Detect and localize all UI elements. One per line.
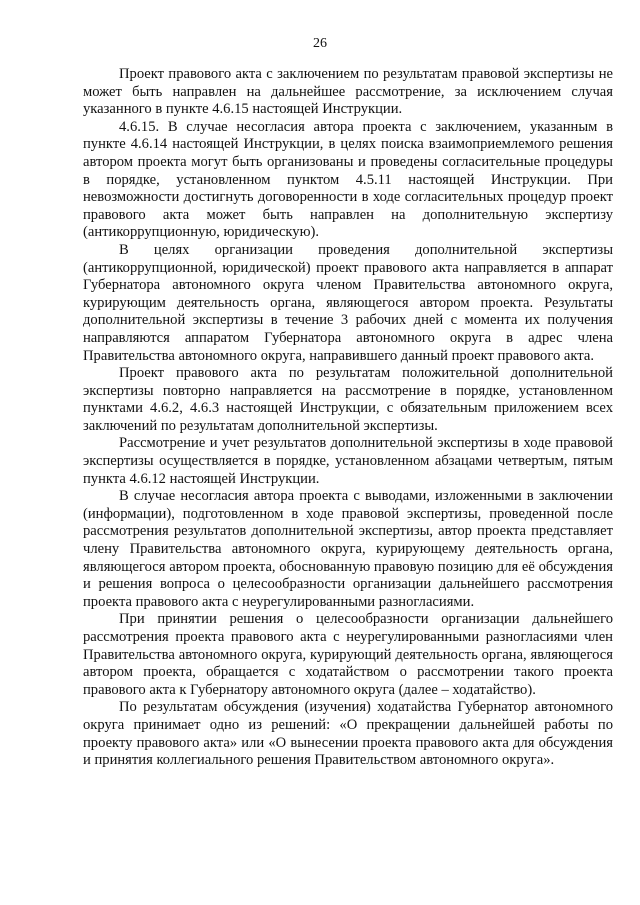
- paragraph-4: Проект правового акта по результатам положительной дополнительной экспертизы повторно направляется на рассмотрение в порядке, установленном пунктами 4.6.2, 4.6.3 настоящей Инструкции, с обязательным приложением всех заключений по результатам дополнительной экспертизы.: [83, 365, 613, 434]
- document-body: [83, 66, 613, 770]
- paragraph-3: В целях организации проведения дополнительной экспертизы (антикоррупционной, юридической) проект правового акта направляется в аппарат Губернатора автономного округа членом Правительства автономного округа, курирующим деятельность органа, являющегося автором проекта. Результаты дополнительной экспертизы в течение 3 рабочих дней с момента их получения направляются аппаратом Губернатора автономного округа в адрес члена Правительства автономного округа, направившего данный проект правового акта.: [83, 241, 613, 364]
- paragraph-2: 4.6.15. В случае несогласия автора проекта с заключением, указанным в пункте 4.6.14 настоящей Инструкции, в целях поиска взаимоприемлемого решения автором проекта могут быть организованы и проведены согласительные процедуры в порядке, установленном пунктом 4.5.11 настоящей Инструкции. При невозможности достигнуть договоренности в ходе согласительных процедур проект правового акта может быть направлен на дополнительную экспертизу (антикоррупционную, юридическую).: [83, 118, 613, 241]
- page-number: 26: [313, 36, 327, 51]
- paragraph-5: Рассмотрение и учет результатов дополнительной экспертизы в ходе правовой экспертизы осуществляется в порядке, установленном абзацами четвертым, пятым пункта 4.6.12 настоящей Инструкции.: [83, 435, 613, 487]
- paragraph-7: При принятии решения о целесообразности организации дальнейшего рассмотрения проекта правового акта с неурегулированными разногласиями член Правительства автономного округа, курирующий деятельность органа, являющегося автором проекта, обращается с ходатайством о рассмотрении такого проекта правового акта к Губернатору автономного округа (далее – ходатайство).: [83, 611, 613, 698]
- paragraph-8: По результатам обсуждения (изучения) ходатайства Губернатор автономного округа принимает одно из решений: «О прекращении дальнейшей работы по проекту правового акта» или «О вынесении проекта правового акта для обсуждения и принятия коллегиального решения Правительством автономного округа».: [83, 699, 613, 769]
- paragraph-1: Проект правового акта с заключением по результатам правовой экспертизы не может быть направлен на дальнейшее рассмотрение, за исключением случая указанного в пункте 4.6.15 настоящей Инструкции.: [83, 66, 613, 118]
- paragraph-6: В случае несогласия автора проекта с выводами, изложенными в заключении (информации), подготовленном в ходе правовой экспертизы, проведенной после рассмотрения результатов дополнительной экспертизы, автор проекта представляет члену Правительства автономного округа, курирующему деятельность органа, являющегося автором проекта, обоснованную правовую позицию для её обсуждения и решения вопроса о целесообразности организации дальнейшего рассмотрения проекта правового акта с неурегулированными разногласиями.: [83, 488, 613, 610]
